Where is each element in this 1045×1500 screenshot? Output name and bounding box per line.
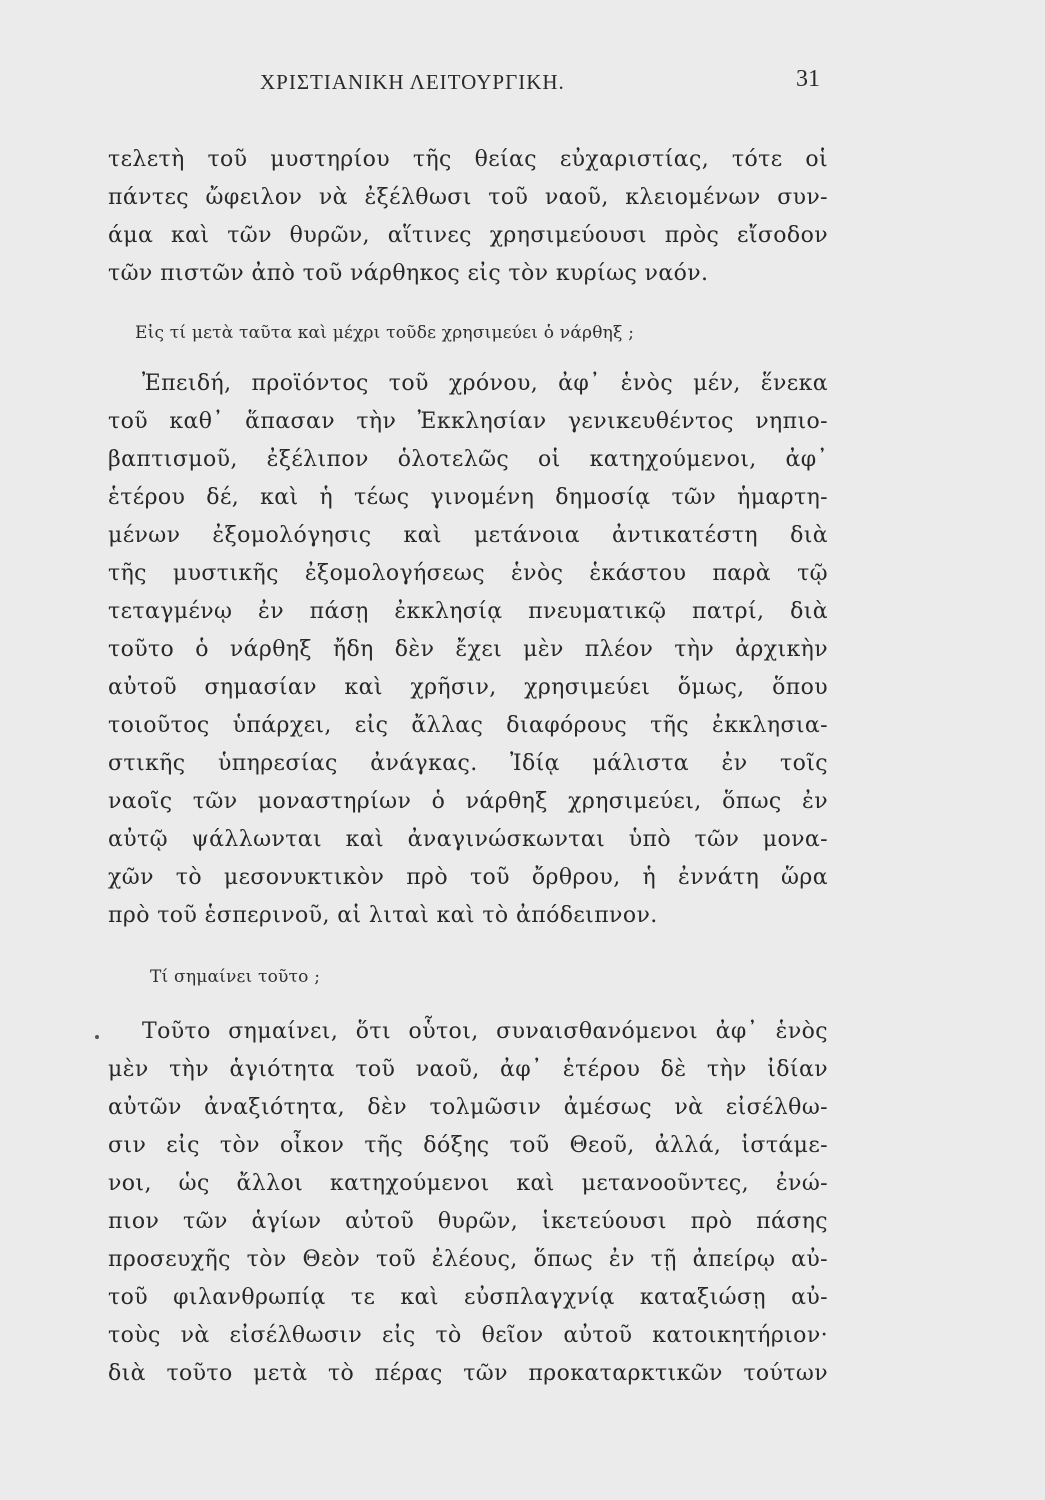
text-line: πρὸ τοῦ ἑσπερινοῦ, αἱ λιταὶ καὶ τὸ ἀπόδειπνον. [108,903,658,928]
text-line: στικῆς ὑπηρεσίας ἀνάγκας. Ἰδίᾳ μάλιστα ἐν τοῖς [108,751,828,776]
text-line: αὐτῶν ἀναξιότητα, δὲν τολμῶσιν ἀμέσως νὰ εἰσέλθω- [108,1095,828,1120]
text-line: προσευχῆς τὸν Θεὸν τοῦ ἐλέους, ὅπως ἐν τῇ ἀπείρῳ αὐ- [108,1247,828,1272]
question-heading: Εἰς τί μετὰ ταῦτα καὶ μέχρι τοῦδε χρησιμεύει ὁ νάρθηξ ; [135,323,635,343]
text-line: τῶν πιστῶν ἀπὸ τοῦ νάρθηκος εἰς τὸν κυρίως ναόν. [108,261,709,286]
text-line: μὲν τὴν ἁγιότητα τοῦ ναοῦ, ἀφ᾽ ἑτέρου δὲ τὴν ἰδίαν [108,1057,828,1082]
page-number: 31 [796,66,820,92]
text-line: βαπτισμοῦ, ἐξέλιπον ὁλοτελῶς οἱ κατηχούμενοι, ἀφ᾽ [108,447,828,472]
question-heading: Τί σημαίνει τοῦτο ; [150,967,321,987]
text-line: τελετὴ τοῦ μυστηρίου τῆς θείας εὐχαριστίας, τότε οἱ [108,147,828,172]
text-line: διὰ τοῦτο μετὰ τὸ πέρας τῶν προκαταρκτικῶν τούτων [108,1361,828,1386]
text-line: πάντες ὤφειλον νὰ ἐξέλθωσι τοῦ ναοῦ, κλειομένων συν- [108,185,828,210]
text-line: τοὺς νὰ εἰσέλθωσιν εἰς τὸ θεῖον αὐτοῦ κατοικητήριον· [108,1323,828,1348]
running-title: ΧΡΙΣΤΙΑΝΙΚΗ ΛΕΙΤΟΥΡΓΙΚΗ. [260,70,565,94]
text-line: τοῦ καθ᾽ ἅπασαν τὴν Ἐκκλησίαν γενικευθέντος νηπιο- [108,409,828,434]
running-head [110,66,830,110]
text-line: μένων ἐξομολόγησις καὶ μετάνοια ἀντικατέστη διὰ [108,523,828,548]
text-line: τοῦ φιλανθρωπίᾳ τε καὶ εὐσπλαγχνίᾳ καταξιώσῃ αὐ- [108,1285,828,1310]
text-line: αὐτοῦ σημασίαν καὶ χρῆσιν, χρησιμεύει ὅμως, ὅπου [108,675,828,700]
text-line: Ἐπειδή, προϊόντος τοῦ χρόνου, ἀφ᾽ ἑνὸς μέν, ἕνεκα [142,371,828,396]
text-line: πιον τῶν ἁγίων αὐτοῦ θυρῶν, ἱκετεύουσι πρὸ πάσης [108,1209,828,1234]
text-line: νοι, ὡς ἄλλοι κατηχούμενοι καὶ μετανοοῦντες, ἐνώ- [108,1171,828,1196]
text-line: τῆς μυστικῆς ἐξομολογήσεως ἑνὸς ἑκάστου παρὰ τῷ [108,561,828,586]
text-line: τοιοῦτος ὑπάρχει, εἰς ἄλλας διαφόρους τῆς ἐκκλησια- [108,713,828,738]
text-line: ναοῖς τῶν μοναστηρίων ὁ νάρθηξ χρησιμεύει, ὅπως ἐν [108,789,828,814]
text-line: τεταγμένῳ ἐν πάσῃ ἐκκλησίᾳ πνευματικῷ πατρί, διὰ [108,599,828,624]
text-line: ἑτέρου δέ, καὶ ἡ τέως γινομένη δημοσίᾳ τῶν ἡμαρτη- [108,485,828,510]
text-line: τοῦτο ὁ νάρθηξ ἤδη δὲν ἔχει μὲν πλέον τὴν ἀρχικὴν [108,637,828,662]
margin-mark [95,1035,99,1039]
text-line: Τοῦτο σημαίνει, ὅτι οὗτοι, συναισθανόμενοι ἀφ᾽ ἑνὸς [142,1019,828,1044]
text-line: αὐτῷ ψάλλωνται καὶ ἀναγινώσκωνται ὑπὸ τῶν μονα- [108,827,828,852]
text-line: χῶν τὸ μεσονυκτικὸν πρὸ τοῦ ὄρθρου, ἡ ἐννάτη ὥρα [108,865,828,890]
text-line: άμα καὶ τῶν θυρῶν, αἵτινες χρησιμεύουσι πρὸς εἴσοδον [108,223,828,248]
text-line: σιν εἰς τὸν οἶκον τῆς δόξης τοῦ Θεοῦ, ἀλλά, ἱστάμε- [108,1133,828,1158]
